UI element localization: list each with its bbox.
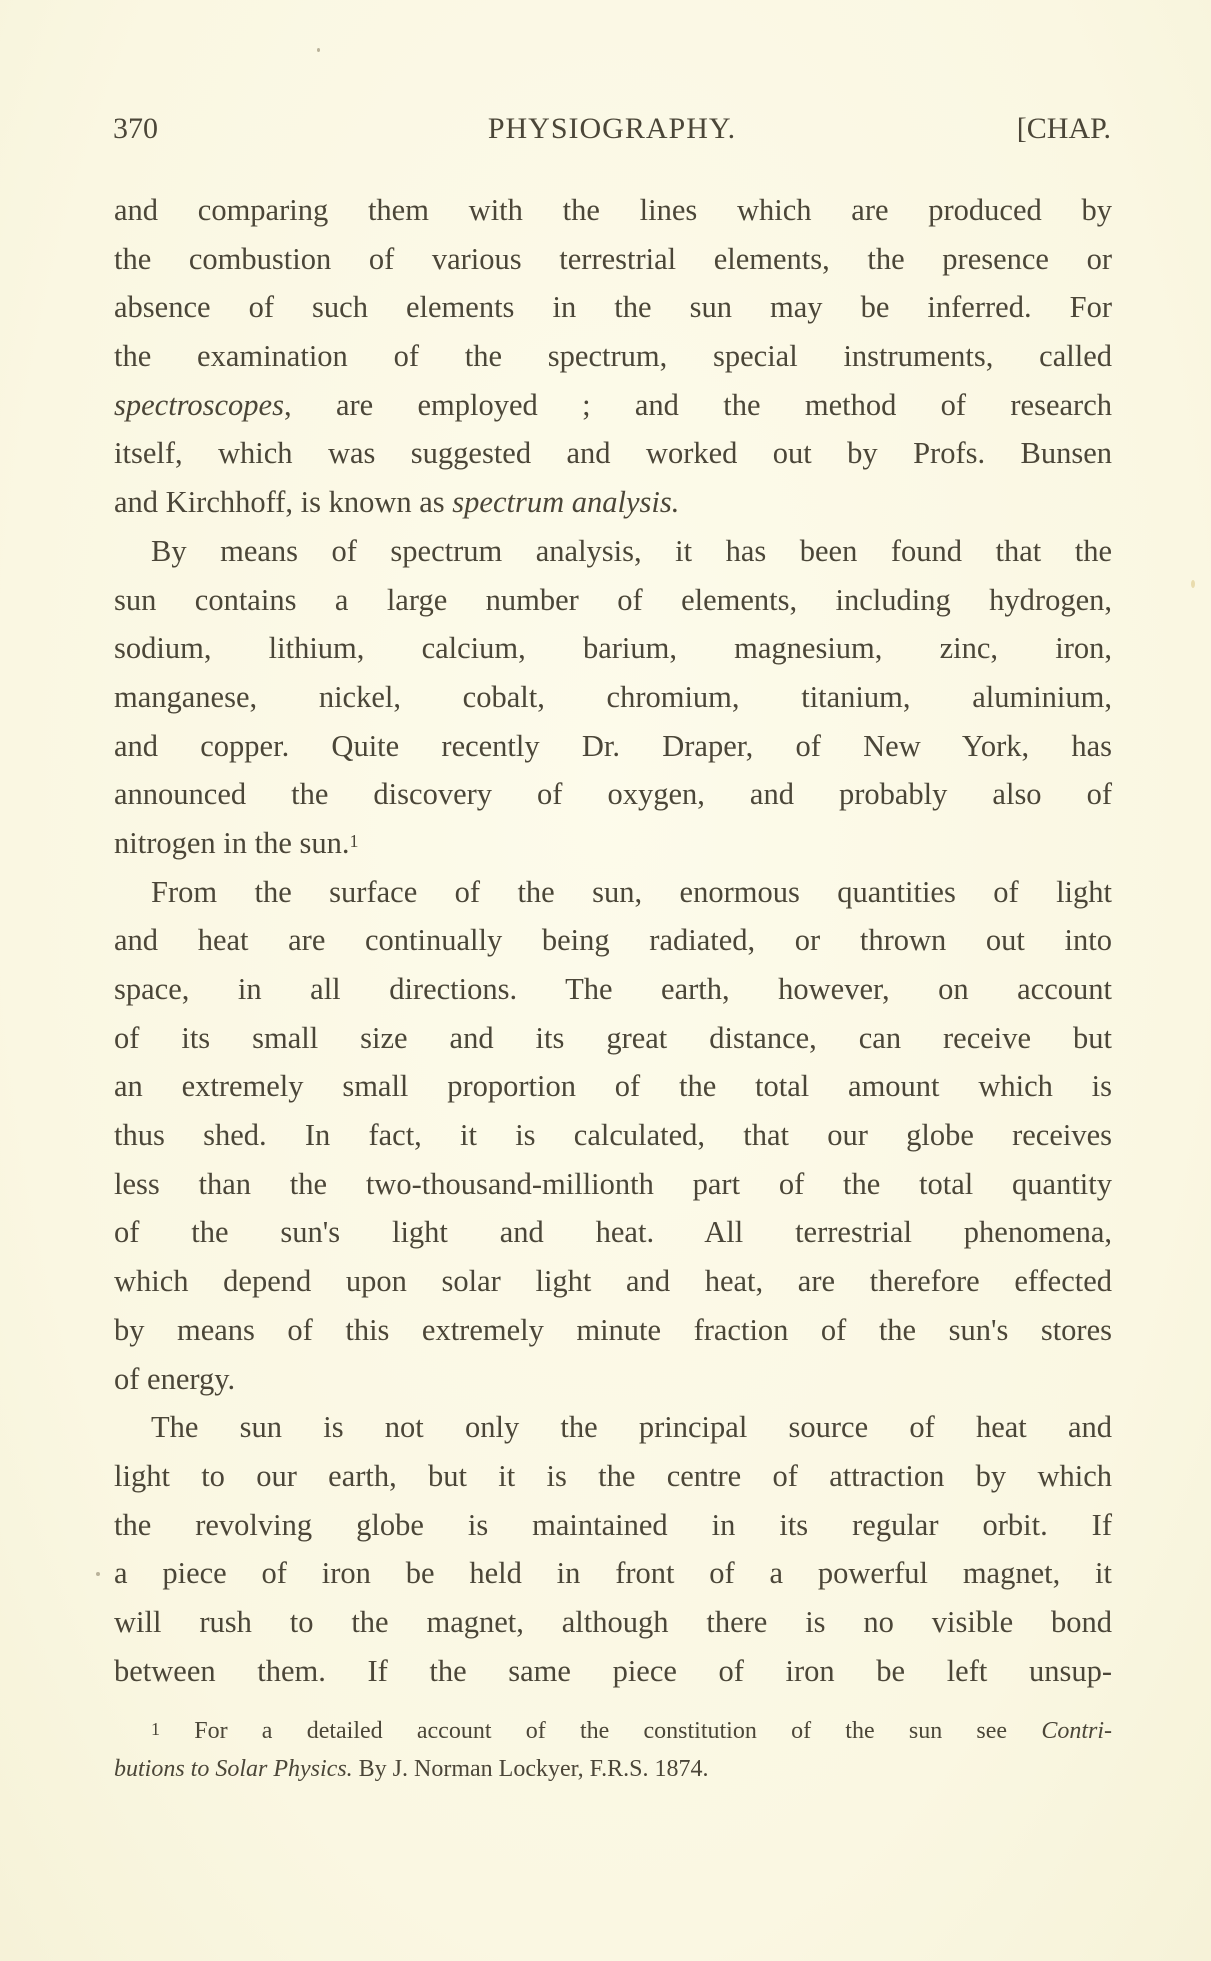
text-span: nitrogen in the sun. <box>114 825 350 860</box>
chapter-marker: [CHAP. <box>1016 112 1111 145</box>
page-number: 370 <box>113 112 158 145</box>
text-line: sun contains a large number of elements, including hydrogen, <box>114 582 1112 617</box>
text-line: by means of this extremely minute fraction of the sun's stores <box>114 1312 1112 1347</box>
paper-speck <box>317 48 320 52</box>
text-span: and Kirchhoff, is known as <box>114 485 453 520</box>
text-line: itself, which was suggested and worked out by Profs. Bunsen <box>114 436 1112 471</box>
text-line: announced the discovery of oxygen, and probably also of <box>114 777 1112 812</box>
paper-speck <box>96 1572 100 1576</box>
text-line: sodium, lithium, calcium, barium, magnesium, zinc, iron, <box>114 631 1112 666</box>
text-line: the revolving globe is maintained in its regular orbit. If <box>114 1507 1112 1542</box>
text-line <box>114 381 1112 430</box>
running-header <box>113 112 1111 152</box>
text-line <box>114 478 1112 527</box>
text-line: and heat are continually being radiated, or thrown out into <box>114 923 1112 958</box>
text-line: of energy. <box>114 1361 236 1396</box>
text-line: of its small size and its great distance, can receive but <box>114 1020 1112 1055</box>
running-title: PHYSIOGRAPHY. <box>487 112 737 145</box>
text-span: For a detailed account of the constitution of the sun see <box>194 1718 1042 1744</box>
text-span: By J. Norman Lockyer, F.R.S. 1874. <box>352 1756 709 1782</box>
text-line: space, in all directions. The earth, however, on account <box>114 972 1112 1006</box>
text-line: light to our earth, but it is the centre of attraction by which <box>114 1458 1112 1493</box>
text-line: of the sun's light and heat. All terrestrial phenomena, <box>114 1215 1112 1250</box>
paper-speck <box>1191 580 1195 588</box>
text-line: manganese, nickel, cobalt, chromium, titanium, aluminium, <box>114 679 1112 714</box>
footnote <box>114 1712 1112 1788</box>
text-line: and copper. Quite recently Dr. Draper, of New York, has <box>114 728 1112 763</box>
text-line: thus shed. In fact, it is calculated, that our globe receives <box>114 1118 1112 1153</box>
footnote-line <box>114 1750 1112 1788</box>
text-line: will rush to the magnet, although there is no visible bond <box>114 1604 1112 1639</box>
text-line: a piece of iron be held in front of a powerful magnet, it <box>114 1556 1112 1591</box>
body-text <box>114 186 1112 1695</box>
paragraph-start-line: The sun is not only the principal source of heat and <box>151 1410 1112 1445</box>
footnote-marker: 1 <box>151 1719 160 1739</box>
text-line: less than the two-thousand-millionth part of the total quantity <box>114 1166 1112 1201</box>
italic-term: spectroscopes <box>114 387 284 422</box>
text-line: an extremely small proportion of the total amount which is <box>114 1069 1112 1104</box>
text-span: , are employed ; and the method of research <box>283 387 1112 422</box>
footnote-reference[interactable]: 1 <box>349 830 359 851</box>
paragraph-start-line: From the surface of the sun, enormous quantities of light <box>151 874 1112 909</box>
italic-term: butions to Solar Physics. <box>114 1756 353 1782</box>
italic-term: spectrum analysis. <box>452 485 680 520</box>
italic-term: Contri- <box>1041 1718 1112 1744</box>
text-line: which depend upon solar light and heat, are therefore effected <box>114 1264 1112 1299</box>
text-line: the combustion of various terrestrial elements, the presence or <box>114 241 1112 276</box>
footnote-line <box>114 1712 1112 1750</box>
paragraph-start-line: By means of spectrum analysis, it has been found that the <box>151 533 1112 568</box>
text-line: the examination of the spectrum, special instruments, called <box>114 339 1112 374</box>
text-line: absence of such elements in the sun may be inferred. For <box>114 290 1112 325</box>
text-line: between them. If the same piece of iron be left unsup- <box>114 1653 1112 1688</box>
text-line <box>114 819 1112 868</box>
text-line: and comparing them with the lines which are produced by <box>114 193 1112 227</box>
